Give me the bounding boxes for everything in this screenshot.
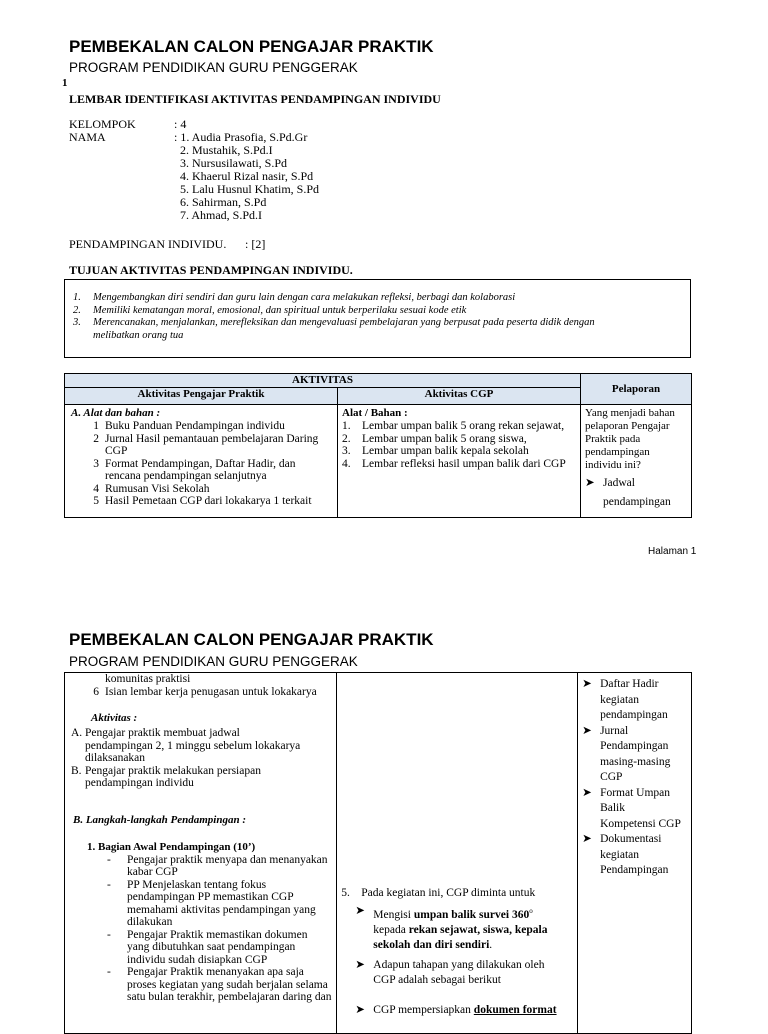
header-aktivitas-cgp: Aktivitas CGP [338, 388, 581, 405]
name-item: 7. Ahmad, S.Pd.I [180, 208, 263, 222]
pp-item: 1 Buku Panduan Pendampingan individu [93, 420, 285, 432]
pelaporan-item: ➤ Jurnal Pendampingan masing-masing CGP [582, 724, 691, 786]
tujuan-item: 2. Memiliki kematangan moral, emosional, dan spiritual untuk berperilaku sesuai kode etik [73, 304, 467, 316]
document-header-subtitle: PROGRAM PENDIDIKAN GURU PENGGERAK [69, 654, 358, 669]
header-pelaporan: Pelaporan [581, 374, 692, 405]
tujuan-item: melibatkan orang tua [93, 329, 184, 341]
document-header-subtitle: PROGRAM PENDIDIKAN GURU PENGGERAK [69, 60, 358, 75]
name-item: 5. Lalu Husnul Khatim, S.Pd [180, 182, 320, 196]
arrow-bullet-icon: ➤ [582, 786, 592, 799]
arrow-bullet-icon: ➤ [582, 724, 592, 737]
name-item: 4. Khaerul Rizal nasir, S.Pd [180, 169, 314, 183]
cgp-item: 4. Lembar refleksi hasil umpan balik dari CGP [342, 457, 566, 470]
pelaporan-item: ➤ Format Umpan Balik Kompetensi CGP [582, 786, 691, 833]
pelaporan-bullet: ➤ Jadwal pendampingan [585, 474, 691, 512]
dash-list [107, 854, 336, 1004]
pendampingan-value: : [2] [245, 237, 266, 251]
cgp-step: 5. Pada kegiatan ini, CGP diminta untuk [341, 887, 536, 899]
pp-item: 3 Format Pendampingan, Daftar Hadir, dan rencana pendampingan selanjutnya [93, 457, 296, 482]
cgp-bullet: ➤ Adapun tahapan yang dilakukan oleh CGP adalah sebagai berikut [355, 958, 577, 989]
kelompok-value: : 4 [174, 117, 187, 131]
cgp-item: 1. Lembar umpan balik 5 orang rekan sejawat, [342, 420, 565, 432]
aktivitas-table [64, 373, 692, 518]
name-item: : 1. Audia Prasofia, S.Pd.Gr [174, 130, 308, 144]
arrow-bullet-icon: ➤ [355, 1003, 365, 1016]
tujuan-title: TUJUAN AKTIVITAS PENDAMPINGAN INDIVIDU. [69, 263, 353, 277]
dash-item: - PP Menjelaskan tentang fokus pendampingan PP memastikan CGP memahami aktivitas pendampingan yang dilakukan [107, 878, 316, 928]
pp-item: 4 Rumusan Visi Sekolah [93, 482, 210, 495]
aktivitas-item: B. Pengajar praktik melakukan persiapan pendampingan individu [71, 764, 261, 789]
header-aktivitas: AKTIVITAS [65, 374, 581, 388]
aktivitas-title: Aktivitas : [91, 712, 138, 724]
page-mark: 1 [62, 77, 68, 89]
pelaporan-item: ➤ Daftar Hadir kegiatan pendampingan [582, 677, 691, 724]
name-item: 6. Sahirman, S.Pd [180, 195, 267, 209]
dash-item: - Pengajar Praktik memastikan dokumen yang dibutuhkan saat pendampingan individu sudah disiapkan CGP [107, 928, 308, 966]
cell-pelaporan [581, 405, 692, 518]
arrow-bullet-icon: ➤ [355, 904, 365, 917]
pp-section-title: A. Alat dan bahan : [71, 407, 161, 419]
arrow-bullet-icon: ➤ [585, 477, 595, 489]
page-2 [0, 600, 768, 1024]
name-item: 3. Nursusilawati, S.Pd [180, 156, 288, 170]
document-header-title: PEMBEKALAN CALON PENGAJAR PRAKTIK [69, 37, 434, 56]
dash-item: - Pengajar Praktik menanyakan apa saja proses kegiatan yang sudah berjalan selama satu bulan terakhir, pembelajaran daring dan [107, 966, 332, 1003]
names-list [174, 131, 319, 222]
form-title: LEMBAR IDENTIFIKASI AKTIVITAS PENDAMPINGAN INDIVIDU [69, 92, 441, 106]
bagian-awal-title: 1. Bagian Awal Pendampingan (10’) [87, 840, 256, 853]
cgp-item: 2. Lembar umpan balik 5 orang siswa, [342, 432, 527, 445]
pp-item: 6 Isian lembar kerja penugasan untuk lokakarya [93, 685, 317, 698]
cgp-bullet: ➤ Mengisi umpan balik survei 360$^o$ kepada rekan sejawat, siswa, kepala sekolah dan diri sendiri. [355, 904, 577, 954]
cell-pengajar-praktik [65, 405, 338, 518]
arrow-bullet-icon: ➤ [355, 958, 365, 971]
pp-item: 5 Hasil Pemetaan CGP dari lokakarya 1 terkait [93, 495, 312, 507]
pp-item: 2 Jurnal Hasil pemantauan pembelajaran Daring CGP [93, 432, 319, 457]
pendampingan-label: PENDAMPINGAN INDIVIDU. [69, 237, 227, 251]
cgp-bullets [341, 904, 577, 1019]
langkah-title: B. Langkah-langkah Pendampingan : [73, 813, 246, 826]
tujuan-box [64, 279, 691, 358]
tujuan-item: 3. Merencanakan, menjalankan, merefleksikan dan mengevaluasi pembelajaran yang berpusat pada peserta didik dengan [73, 317, 595, 328]
tujuan-item: 1. Mengembangkan diri sendiri dan guru lain dengan cara melakukan refleksi, berbagi dan kolaborasi [73, 292, 516, 303]
arrow-bullet-icon: ➤ [582, 833, 592, 845]
cell-pelaporan [578, 673, 692, 1034]
header-pengajar-praktik: Aktivitas Pengajar Praktik [65, 388, 338, 405]
pelaporan-text: Yang menjadi bahan pelaporan Pengajar Praktik pada pendampingan individu ini? [585, 407, 675, 471]
arrow-bullet-icon: ➤ [582, 678, 592, 690]
aktivitas-item: A. Pengajar praktik membuat jadwal pendampingan 2, 1 minggu sebelum lokakarya dilaksanakan [71, 727, 301, 764]
name-item: 2. Mustahik, S.Pd.I [180, 143, 273, 157]
cgp-item: 3. Lembar umpan balik kepala sekolah [342, 445, 529, 457]
document-header-title: PEMBEKALAN CALON PENGAJAR PRAKTIK [69, 630, 434, 649]
pelaporan-item: ➤ Dokumentasi kegiatan Pendampingan [582, 832, 691, 879]
cell-pengajar-praktik [65, 673, 337, 1034]
dash-item: - Pengajar praktik menyapa dan menanyakan kabar CGP [107, 853, 328, 878]
page-footer: Halaman 1 [648, 546, 697, 557]
cgp-section-title: Alat / Bahan : [342, 407, 408, 419]
cell-aktivitas-cgp [337, 673, 578, 1034]
aktivitas-table-continued [64, 672, 692, 1034]
cgp-bullet: ➤ CGP mempersiapkan dokumen format [355, 1003, 577, 1019]
cell-aktivitas-cgp [338, 405, 581, 518]
pp-continuation: komunitas praktisi [105, 673, 191, 685]
kelompok-label: KELOMPOK [69, 117, 136, 131]
nama-label: NAMA [69, 130, 106, 144]
